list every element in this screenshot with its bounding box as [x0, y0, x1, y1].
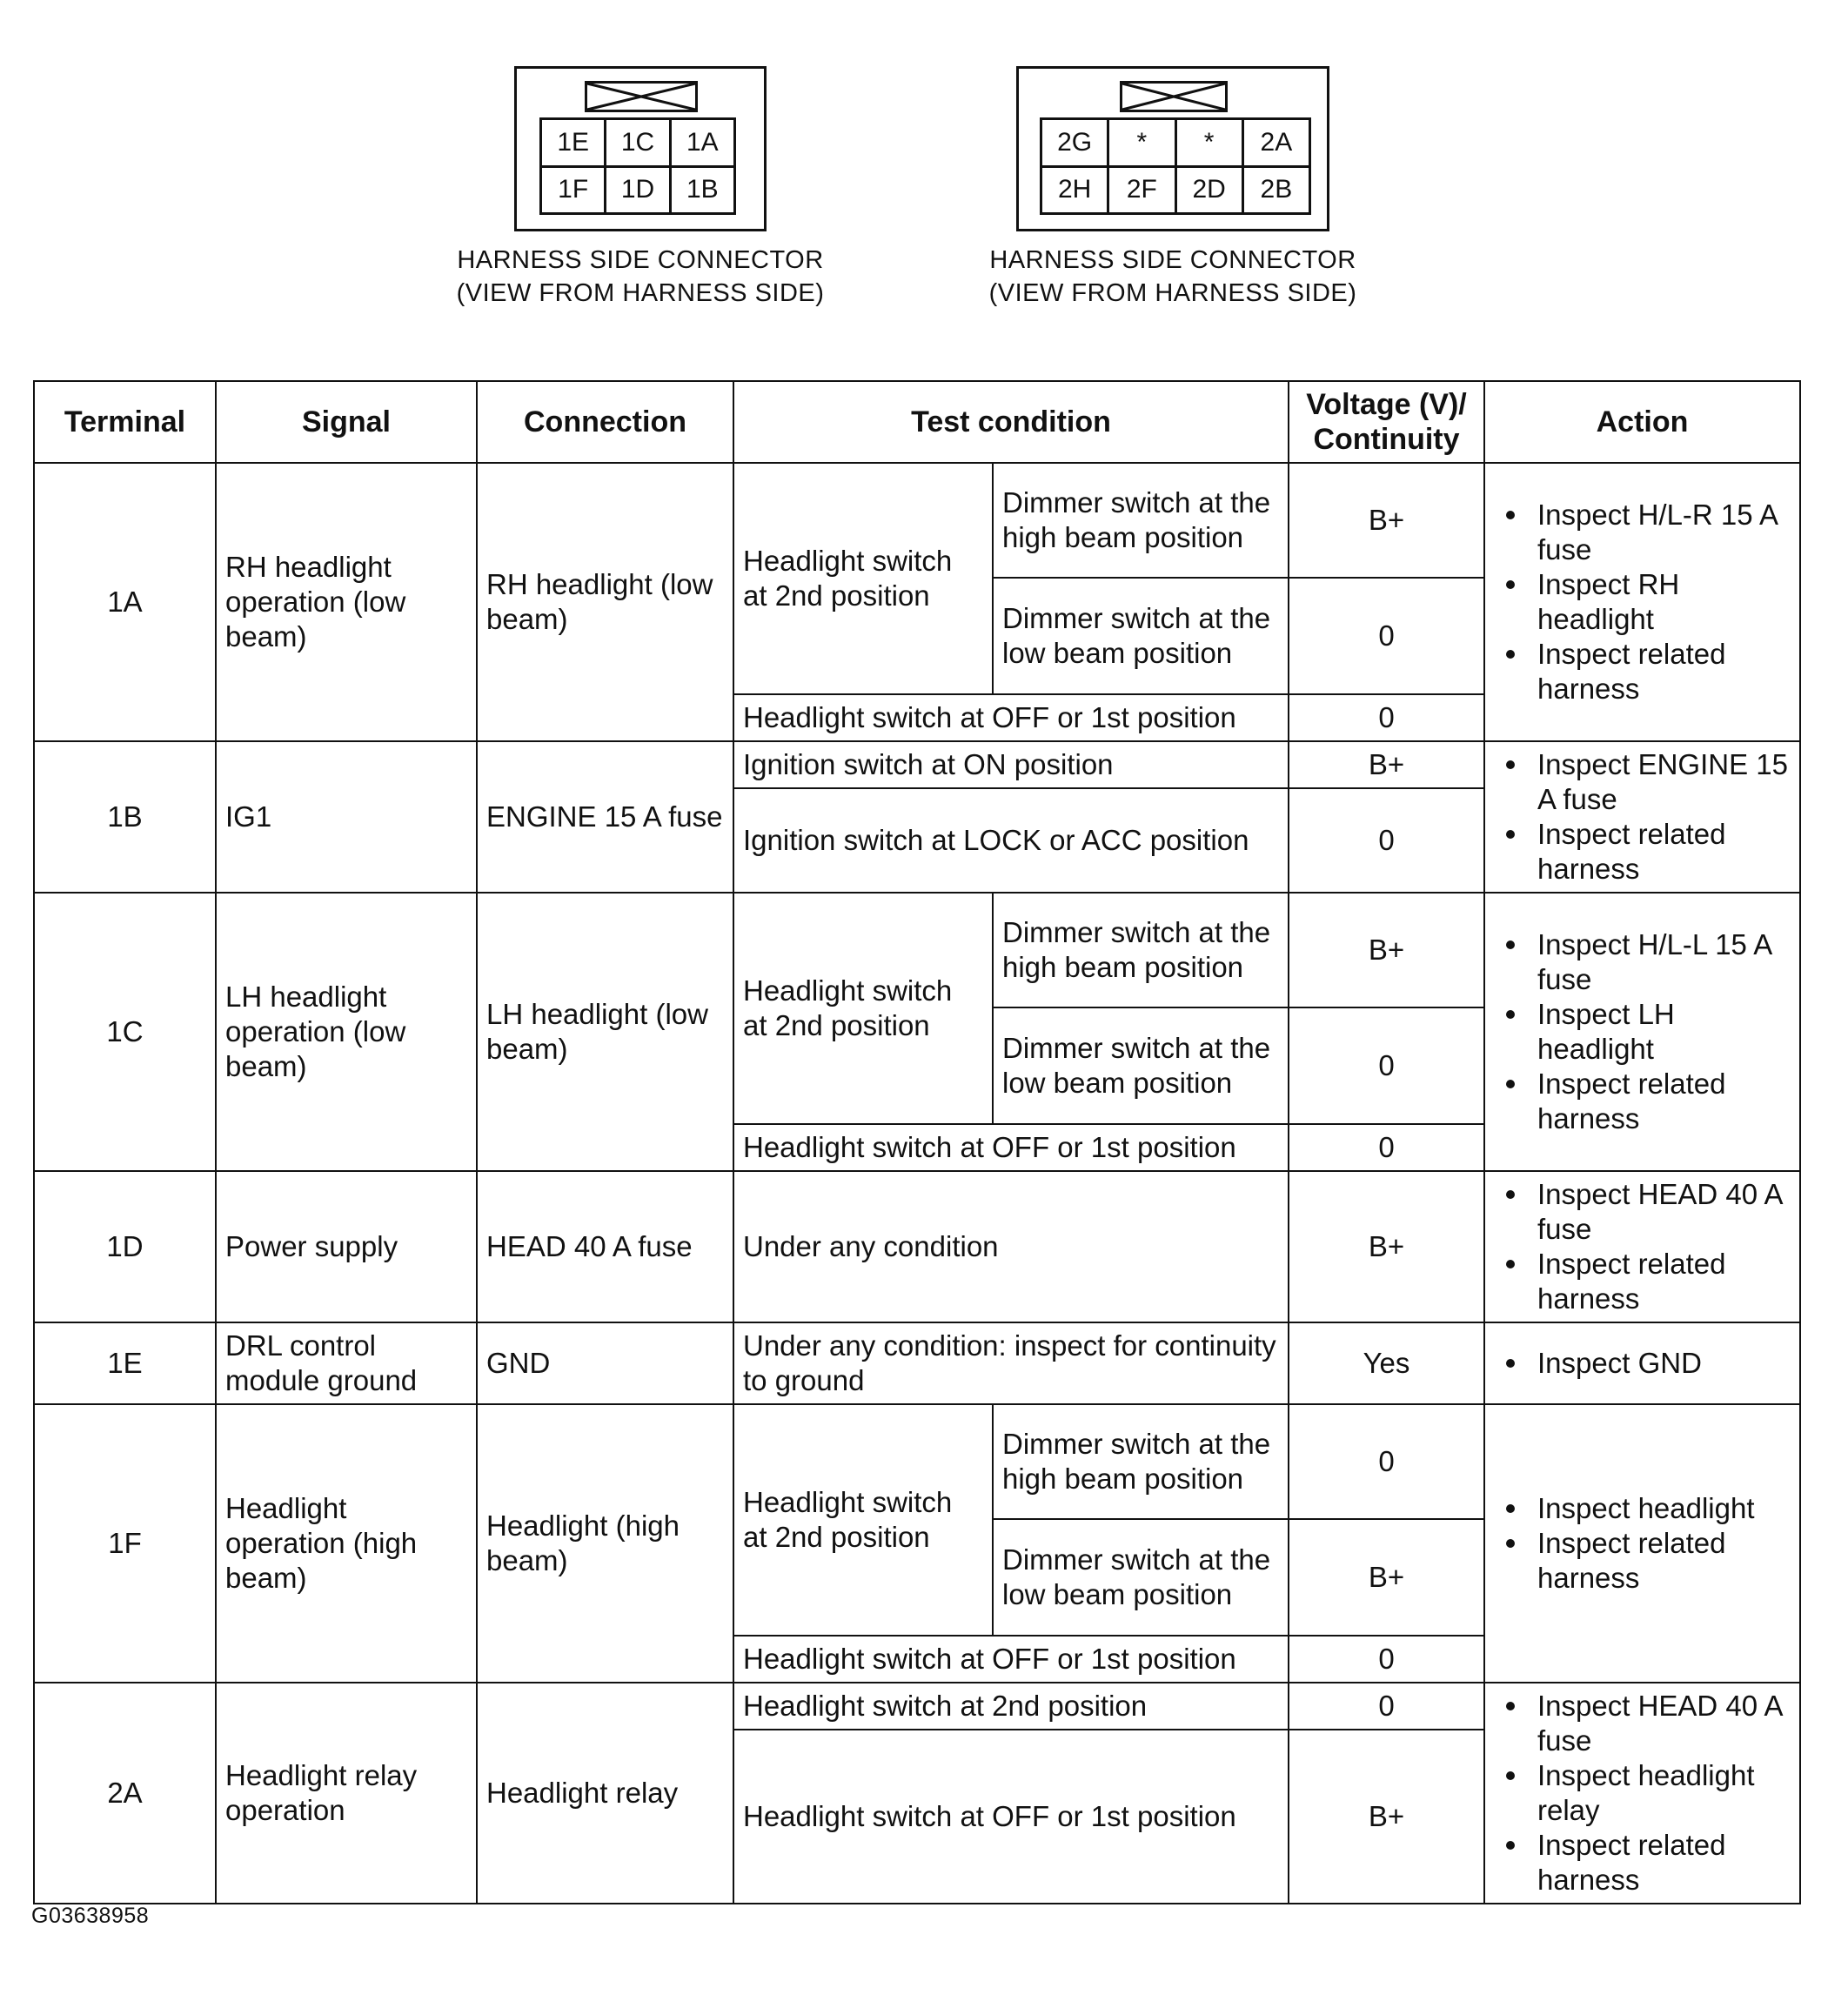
action-cell — [1484, 1171, 1800, 1322]
voltage-cell: B+ — [1289, 893, 1484, 1007]
pin-cell: 1D — [606, 168, 671, 216]
condition-cell: Ignition switch at LOCK or ACC position — [733, 788, 1289, 893]
voltage-cell: B+ — [1289, 1730, 1484, 1904]
action-item: Inspect related harness — [1494, 637, 1791, 706]
connector-caption — [427, 244, 854, 310]
condition-sub-cell: Dimmer switch at the low beam position — [993, 1519, 1289, 1636]
connector-latch-icon — [1120, 81, 1228, 112]
action-list — [1494, 747, 1791, 887]
pin-cell: 2A — [1244, 120, 1311, 168]
action-cell — [1484, 893, 1800, 1171]
header-terminal: Terminal — [34, 381, 216, 463]
terminal-cell: 2A — [34, 1683, 216, 1904]
connection-cell: HEAD 40 A fuse — [477, 1171, 733, 1322]
connector-body — [514, 66, 767, 231]
action-list — [1494, 1689, 1791, 1898]
pin-grid — [1040, 117, 1311, 215]
pin-cell: 1B — [672, 168, 736, 216]
condition-main-cell: Headlight switch at 2nd position — [733, 893, 993, 1124]
pin-cell: 2B — [1244, 168, 1311, 216]
action-item: Inspect H/L-R 15 A fuse — [1494, 498, 1791, 567]
action-cell — [1484, 1322, 1800, 1404]
voltage-cell: B+ — [1289, 463, 1484, 578]
signal-cell: Headlight operation (high beam) — [216, 1404, 477, 1683]
pin-cell: 1E — [542, 120, 606, 168]
voltage-cell: B+ — [1289, 1171, 1484, 1322]
voltage-cell: 0 — [1289, 788, 1484, 893]
signal-cell: RH headlight operation (low beam) — [216, 463, 477, 741]
condition-cell: Headlight switch at 2nd position — [733, 1683, 1289, 1730]
condition-cell: Under any condition — [733, 1171, 1289, 1322]
voltage-cell: 0 — [1289, 1007, 1484, 1124]
connector-diagram-2 — [988, 66, 1382, 310]
action-item: Inspect LH headlight — [1494, 997, 1791, 1067]
header-signal: Signal — [216, 381, 477, 463]
connection-cell: GND — [477, 1322, 733, 1404]
condition-cell: Under any condition: inspect for continuity to ground — [733, 1322, 1289, 1404]
voltage-cell: 0 — [1289, 1404, 1484, 1519]
header-voltage — [1289, 381, 1484, 463]
condition-sub-cell: Dimmer switch at the high beam position — [993, 893, 1289, 1007]
voltage-cell: 0 — [1289, 1683, 1484, 1730]
voltage-cell: 0 — [1289, 694, 1484, 741]
header-action: Action — [1484, 381, 1800, 463]
connection-cell: RH headlight (low beam) — [477, 463, 733, 741]
condition-main-cell: Headlight switch at 2nd position — [733, 463, 993, 694]
terminal-cell: 1D — [34, 1171, 216, 1322]
pin-grid — [539, 117, 736, 215]
action-item: Inspect RH headlight — [1494, 567, 1791, 637]
header-voltage-line: Voltage (V)/ — [1306, 388, 1467, 421]
condition-main-cell: Headlight switch at 2nd position — [733, 1404, 993, 1636]
condition-cell: Ignition switch at ON position — [733, 741, 1289, 788]
pin-cell: 2G — [1042, 120, 1109, 168]
voltage-cell: Yes — [1289, 1322, 1484, 1404]
action-cell — [1484, 1683, 1800, 1904]
action-list — [1494, 1491, 1791, 1596]
voltage-cell: B+ — [1289, 741, 1484, 788]
condition-sub-cell: Dimmer switch at the low beam position — [993, 578, 1289, 694]
action-list — [1494, 1346, 1791, 1381]
header-voltage-line: Continuity — [1313, 423, 1460, 456]
condition-cell: Headlight switch at OFF or 1st position — [733, 1124, 1289, 1171]
table-row — [34, 1683, 1800, 1730]
terminal-cell: 1C — [34, 893, 216, 1171]
pin-cell: 2H — [1042, 168, 1109, 216]
table-row — [34, 1404, 1800, 1519]
table-row — [34, 463, 1800, 578]
action-list — [1494, 927, 1791, 1136]
action-item: Inspect related harness — [1494, 817, 1791, 887]
connector-latch-icon — [585, 81, 698, 112]
voltage-cell: 0 — [1289, 1124, 1484, 1171]
connector-diagram-1 — [456, 66, 854, 310]
action-item: Inspect related harness — [1494, 1247, 1791, 1316]
signal-cell: IG1 — [216, 741, 477, 893]
figure-id: G03638958 — [31, 1904, 150, 1928]
signal-cell: Power supply — [216, 1171, 477, 1322]
connection-cell: ENGINE 15 A fuse — [477, 741, 733, 893]
terminal-cell: 1F — [34, 1404, 216, 1683]
action-item: Inspect related harness — [1494, 1828, 1791, 1898]
pin-cell: * — [1109, 120, 1176, 168]
pin-cell: 2D — [1177, 168, 1244, 216]
caption-line: (VIEW FROM HARNESS SIDE) — [988, 279, 1357, 307]
action-item: Inspect headlight relay — [1494, 1758, 1791, 1828]
action-cell — [1484, 741, 1800, 893]
connection-cell: LH headlight (low beam) — [477, 893, 733, 1171]
action-item: Inspect HEAD 40 A fuse — [1494, 1689, 1791, 1758]
action-item: Inspect related harness — [1494, 1526, 1791, 1596]
connector-caption — [964, 244, 1382, 310]
table-row — [34, 1171, 1800, 1322]
pin-cell: 1A — [672, 120, 736, 168]
signal-cell: DRL control module ground — [216, 1322, 477, 1404]
header-connection: Connection — [477, 381, 733, 463]
action-item: Inspect headlight — [1494, 1491, 1791, 1526]
condition-cell: Headlight switch at OFF or 1st position — [733, 1730, 1289, 1904]
action-item: Inspect HEAD 40 A fuse — [1494, 1177, 1791, 1247]
action-item: Inspect related harness — [1494, 1067, 1791, 1136]
action-item: Inspect ENGINE 15 A fuse — [1494, 747, 1791, 817]
action-item: Inspect H/L-L 15 A fuse — [1494, 927, 1791, 997]
terminal-inspection-table — [33, 380, 1801, 1904]
table-row — [34, 741, 1800, 788]
action-item: Inspect GND — [1494, 1346, 1791, 1381]
pin-cell: 2F — [1109, 168, 1176, 216]
action-cell — [1484, 463, 1800, 741]
connection-cell: Headlight relay — [477, 1683, 733, 1904]
table-row — [34, 893, 1800, 1007]
action-cell — [1484, 1404, 1800, 1683]
condition-sub-cell: Dimmer switch at the low beam position — [993, 1007, 1289, 1124]
pin-cell: * — [1177, 120, 1244, 168]
signal-cell: LH headlight operation (low beam) — [216, 893, 477, 1171]
table-row — [34, 1322, 1800, 1404]
connector-body — [1016, 66, 1329, 231]
pin-cell: 1F — [542, 168, 606, 216]
condition-cell: Headlight switch at OFF or 1st position — [733, 694, 1289, 741]
voltage-cell: B+ — [1289, 1519, 1484, 1636]
header-test-condition: Test condition — [733, 381, 1289, 463]
voltage-cell: 0 — [1289, 578, 1484, 694]
action-list — [1494, 1177, 1791, 1316]
caption-line: HARNESS SIDE CONNECTOR — [457, 246, 824, 274]
table-header-row — [34, 381, 1800, 463]
voltage-cell: 0 — [1289, 1636, 1484, 1683]
action-list — [1494, 498, 1791, 706]
caption-line: HARNESS SIDE CONNECTOR — [989, 246, 1356, 274]
terminal-cell: 1E — [34, 1322, 216, 1404]
connection-cell: Headlight (high beam) — [477, 1404, 733, 1683]
condition-cell: Headlight switch at OFF or 1st position — [733, 1636, 1289, 1683]
terminal-cell: 1A — [34, 463, 216, 741]
condition-sub-cell: Dimmer switch at the high beam position — [993, 463, 1289, 578]
condition-sub-cell: Dimmer switch at the high beam position — [993, 1404, 1289, 1519]
signal-cell: Headlight relay operation — [216, 1683, 477, 1904]
pin-cell: 1C — [606, 120, 671, 168]
caption-line: (VIEW FROM HARNESS SIDE) — [456, 279, 825, 307]
terminal-cell: 1B — [34, 741, 216, 893]
